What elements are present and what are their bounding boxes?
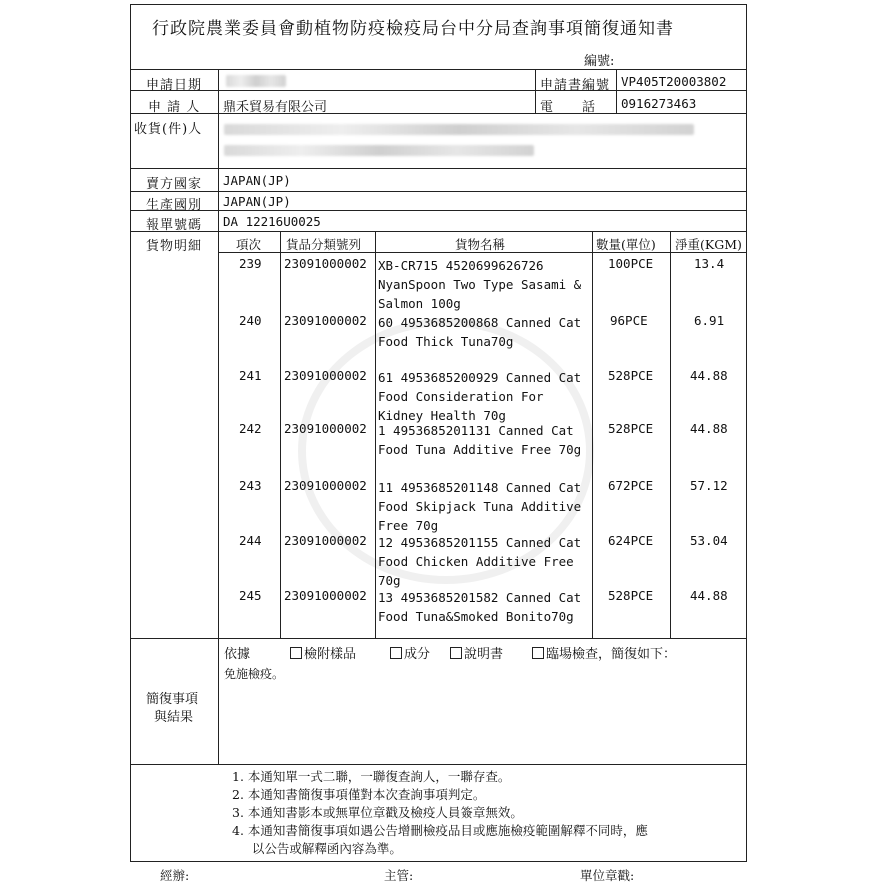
option-manual: 說明書	[450, 643, 503, 662]
row-item: 239	[239, 256, 262, 271]
note-item: 2. 本通知書簡復事項僅對本次查詢事項判定。	[232, 787, 486, 802]
col-header-weight: 淨重(KGM)	[675, 237, 742, 252]
serial-label: 編號:	[584, 54, 615, 69]
declaration-label: 報單號碼	[146, 218, 203, 233]
handler-label: 經辦:	[160, 868, 190, 883]
redacted-date	[226, 75, 286, 87]
seller-country-label: 賣方國家	[146, 177, 203, 192]
row-hs: 23091000002	[284, 368, 367, 383]
row-name: 12 4953685201155 Canned Cat Food Chicken Additive Free 70g	[378, 535, 582, 588]
row-qty: 528PCE	[608, 368, 654, 383]
col-header-name: 貨物名稱	[455, 237, 506, 252]
row-item: 242	[239, 421, 262, 436]
row-weight: 13.4	[694, 256, 725, 271]
apply-date-label: 申請日期	[146, 78, 203, 93]
note-item: 4. 本通知書簡復事項如遇公告增刪檢疫品目或應施檢疫範圍解釋不同時，應	[232, 823, 648, 838]
option-sample: 檢附樣品	[290, 643, 356, 662]
row-hs: 23091000002	[284, 533, 367, 548]
redacted-consignee-line1	[224, 124, 694, 135]
checkbox-ingredient	[390, 647, 402, 659]
result-label-line1: 簡復事項	[146, 692, 199, 707]
row-item: 244	[239, 533, 262, 548]
row-name: 13 4953685201582 Canned Cat Food Tuna&Smoked Bonito70g	[378, 590, 582, 624]
row-weight: 44.88	[690, 421, 728, 436]
row-weight: 44.88	[690, 368, 728, 383]
consignee-label: 收貨(件)人	[134, 122, 203, 137]
col-header-item: 項次	[236, 237, 262, 252]
seller-country-value: JAPAN(JP)	[223, 173, 291, 188]
row-item: 243	[239, 478, 262, 493]
row-qty: 528PCE	[608, 421, 654, 436]
row-weight: 53.04	[690, 533, 728, 548]
checkbox-manual	[450, 647, 462, 659]
checkbox-onsite	[532, 647, 544, 659]
origin-value: JAPAN(JP)	[223, 194, 291, 209]
app-no-label: 申請書編號	[540, 78, 611, 93]
row-weight: 44.88	[690, 588, 728, 603]
result-content: 免施檢疫。	[224, 667, 285, 681]
phone-value: 0916273463	[621, 96, 697, 111]
row-qty: 624PCE	[608, 533, 654, 548]
row-name: 1 4953685201131 Canned Cat Food Tuna Additive Free 70g	[378, 423, 582, 457]
row-qty: 100PCE	[608, 256, 654, 271]
row-hs: 23091000002	[284, 256, 367, 271]
applicant-label: 申 請 人	[148, 100, 201, 115]
row-hs: 23091000002	[284, 588, 367, 603]
form-title: 行政院農業委員會動植物防疫檢疫局台中分局查詢事項簡復通知書	[152, 19, 674, 39]
row-name: 61 4953685200929 Canned Cat Food Consideration For Kidney Health 70g	[378, 370, 582, 423]
row-weight: 6.91	[694, 313, 725, 328]
row-name: 11 4953685201148 Canned Cat Food Skipjack Tuna Additive Free 70g	[378, 480, 582, 533]
option-ingredient: 成分	[390, 643, 430, 662]
col-header-hs: 貨品分類號列	[286, 237, 362, 252]
result-label-line2: 與結果	[154, 710, 194, 725]
row-qty: 672PCE	[608, 478, 654, 493]
note-item: 3. 本通知書影本或無單位章戳及檢疫人員簽章無效。	[232, 805, 523, 820]
goods-label: 貨物明細	[146, 239, 203, 254]
row-hs: 23091000002	[284, 421, 367, 436]
note-item: 1. 本通知單一式二聯，一聯復查詢人，一聯存查。	[232, 769, 511, 784]
basis-label: 依據	[224, 647, 251, 662]
seal-label: 單位章戳:	[580, 868, 635, 883]
checkbox-sample	[290, 647, 302, 659]
applicant-value: 鼎禾貿易有限公司	[223, 100, 328, 115]
row-hs: 23091000002	[284, 478, 367, 493]
row-qty: 528PCE	[608, 588, 654, 603]
row-item: 241	[239, 368, 262, 383]
note-item: 以公告或解釋函內容為準。	[232, 841, 402, 856]
app-no-value: VP405T20003802	[621, 74, 727, 89]
option-onsite: 臨場檢查，簡復如下：	[532, 643, 676, 662]
row-qty: 96PCE	[610, 313, 648, 328]
origin-label: 生產國別	[146, 198, 203, 213]
row-hs: 23091000002	[284, 313, 367, 328]
row-weight: 57.12	[690, 478, 728, 493]
row-item: 240	[239, 313, 262, 328]
row-item: 245	[239, 588, 262, 603]
col-header-qty: 數量(單位)	[596, 237, 656, 252]
row-name: 60 4953685200868 Canned Cat Food Thick Tuna70g	[378, 315, 582, 349]
row-name: XB-CR715 4520699626726 NyanSpoon Two Type Sasami & Salmon 100g	[378, 258, 582, 311]
phone-label: 電 話	[540, 100, 597, 115]
supervisor-label: 主管:	[384, 868, 414, 883]
redacted-consignee-line2	[224, 145, 534, 156]
declaration-value: DA 12216U0025	[223, 214, 321, 229]
